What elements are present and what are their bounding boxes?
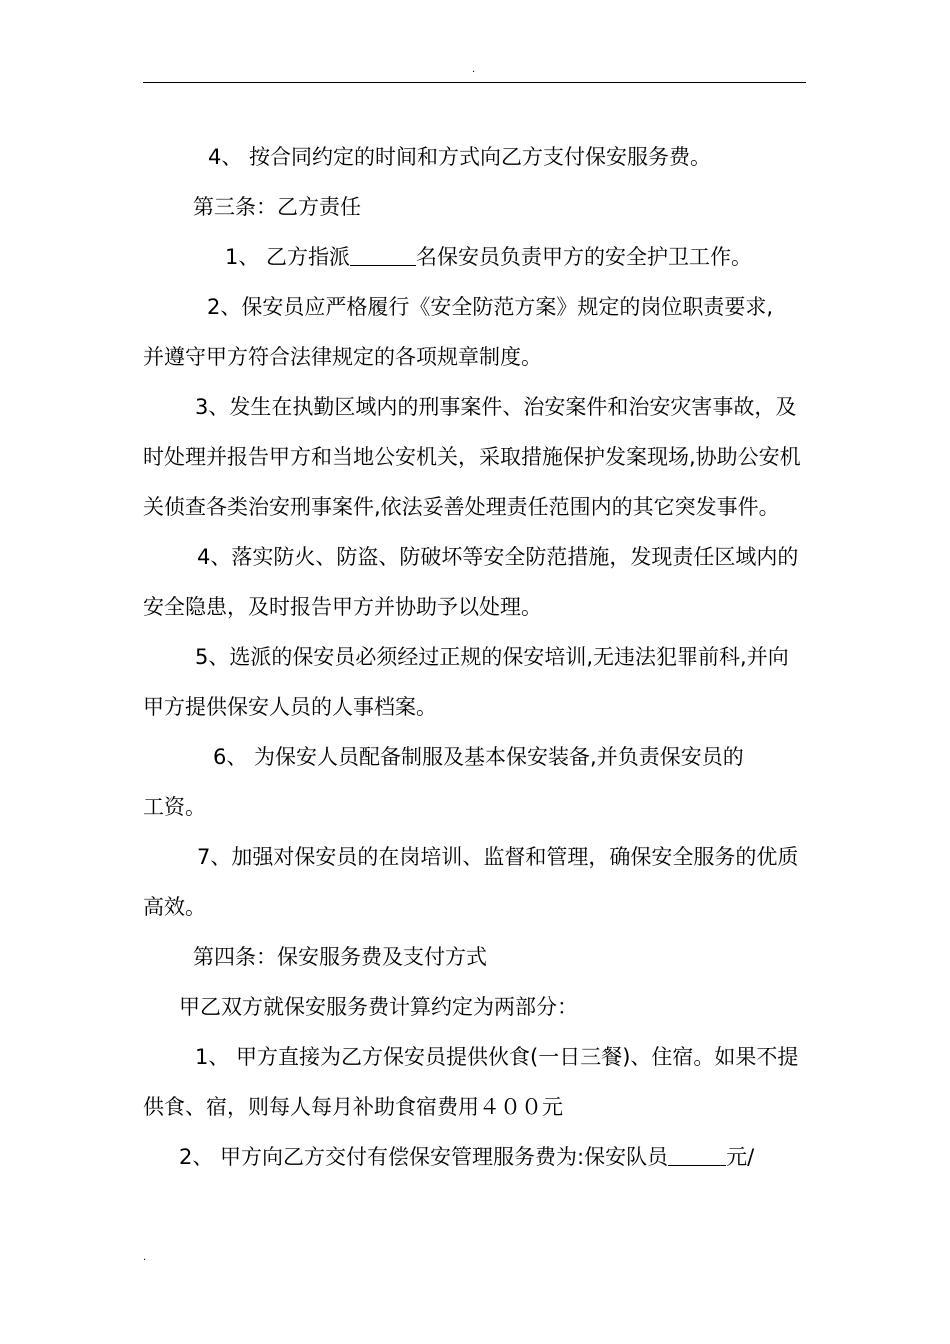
paragraph-8-line-2: 工资。 xyxy=(143,795,206,819)
paragraph-11: 甲乙双方就保安服务费计算约定为两部分： xyxy=(179,995,578,1019)
document-body xyxy=(143,132,806,1182)
paragraph-8-line-1: 6、 为保安人员配备制服及基本保安装备,并负责保安员的 xyxy=(213,745,744,769)
section-heading-4: 第四条：保安服务费及支付方式 xyxy=(193,945,487,969)
paragraph-4-line-2: 并遵守甲方符合法律规定的各项规章制度。 xyxy=(143,345,542,369)
paragraph-3-before: 1、 乙方指派 xyxy=(225,245,351,269)
footer-mark: . xyxy=(143,1252,147,1263)
paragraph-3-after: 名保安员负责甲方的安全护卫工作。 xyxy=(416,245,753,269)
blank-line xyxy=(668,1145,726,1166)
paragraph-6: 4、落实防火、防盗、防破坏等安全防范措施，发现责任区域内的安全隐患，及时报告甲方并协助予以处理。 xyxy=(143,545,799,619)
section-heading-3: 第三条：乙方责任 xyxy=(193,195,361,219)
paragraph-4-line-1: 2、保安员应严格履行《安全防范方案》规定的岗位职责要求, xyxy=(207,295,774,319)
paragraph-5: 3、发生在执勤区域内的刑事案件、治安案件和治安灾害事故，及时处理并报告甲方和当地公安机关，采取措施保护发案现场,协助公安机关侦查各类治安刑事案件,依法妥善处理责任范围内的其它突发事件。 xyxy=(143,395,801,519)
blank-line xyxy=(350,245,416,266)
paragraph-13-before: 2、 甲方向乙方交付有偿保安管理服务费为:保安队员 xyxy=(179,1145,669,1169)
paragraph-1: 4、 按合同约定的时间和方式向乙方支付保安服务费。 xyxy=(208,145,712,169)
paragraph-3 xyxy=(143,232,806,282)
paragraph-9: 7、加强对保安员的在岗培训、监督和管理，确保安全服务的优质高效。 xyxy=(143,845,799,919)
paragraph-7: 5、选派的保安员必须经过正规的保安培训,无违法犯罪前科,并向甲方提供保安人员的人事档案。 xyxy=(143,645,789,719)
paragraph-13 xyxy=(143,1132,806,1182)
header-rule xyxy=(143,82,806,83)
paragraph-12: 1、 甲方直接为乙方保安员提供伙食(一日三餐)、住宿。如果不提供食、宿，则每人每月补助食宿费用４００元 xyxy=(143,1045,799,1119)
header-mark: . xyxy=(472,64,476,75)
paragraph-13-after: 元/ xyxy=(726,1145,755,1169)
